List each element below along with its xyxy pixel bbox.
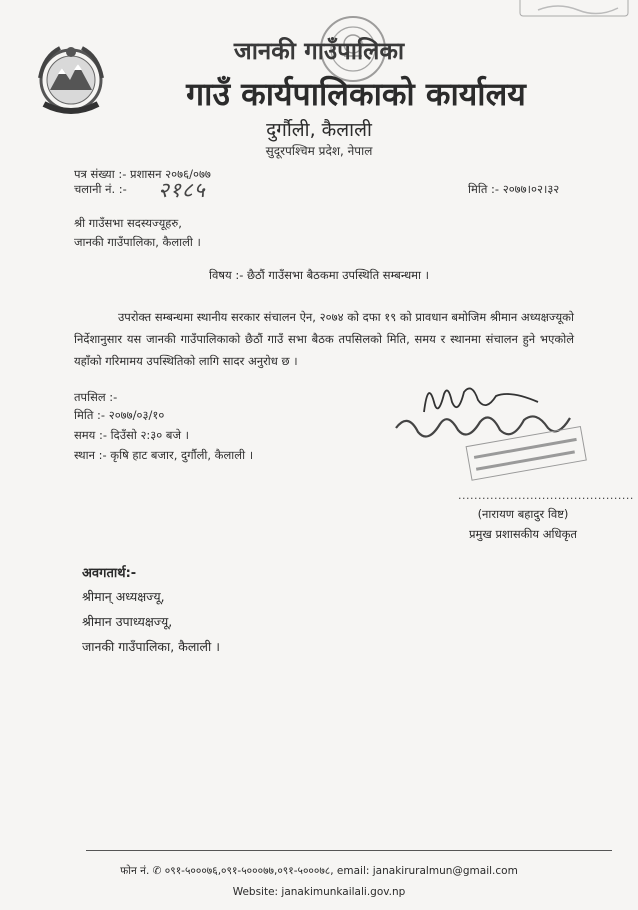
signature-line: ............................................ [458, 489, 634, 502]
details-heading: तपसिल :- [74, 390, 118, 404]
registration-stamp-icon [518, 0, 630, 20]
meeting-venue: स्थान :- कृषि हाट बजार, दुर्गौली, कैलाली । [74, 448, 254, 462]
footer-divider [86, 850, 612, 851]
signature-stamp-icon [388, 372, 588, 482]
addressee-line-1: श्री गाउँसभा सदस्यज्यूहरु, [74, 216, 182, 230]
signatory-title: प्रमुख प्रशासकीय अधिकृत [469, 527, 577, 541]
meeting-time: समय :- दिउँसो २:३० बजे । [74, 428, 190, 442]
cc-item: श्रीमान् अध्यक्षज्यू, [82, 589, 165, 604]
office-name: गाउँ कार्यपालिकाको कार्यालय [186, 75, 526, 113]
meeting-date: मिति :- २०७७/०३/१० [74, 408, 165, 422]
dispatch-number-label: चलानी नं. :- [74, 182, 127, 196]
office-location: दुर्गौली, कैलाली [266, 119, 372, 141]
municipality-name: जानकी गाउँपालिका [233, 37, 405, 65]
addressee-line-2: जानकी गाउँपालिका, कैलाली । [74, 235, 201, 249]
footer-website: Website: janakimunkailali.gov.np [232, 886, 406, 898]
cc-item: जानकी गाउँपालिका, कैलाली । [82, 639, 220, 654]
cc-item: श्रीमान उपाध्यक्षज्यू, [82, 614, 173, 629]
letter-body: उपरोक्त सम्बन्धमा स्थानीय सरकार संचालन ऐन, २०७४ को दफा १९ को प्रावधान बमोजिम श्रीमान अध्यक्षज्यूको निर्देशानुसार यस जानकी गाउँपालिकाको छैठौं गाउँ सभा बैठक तपसिलको मिति, समय र स्थानमा संचालन हुने भएकोले यहाँको गरिमामय उपस्थितिको लागि सादर अनुरोध छ । [74, 310, 574, 368]
letter-number: पत्र संख्या :- प्रशासन २०७६/०७७ [74, 167, 211, 181]
province-name: सुदूरपश्चिम प्रदेश, नेपाल [265, 144, 373, 158]
letter-subject: विषय :- छैठौं गाउँसभा बैठकमा उपस्थिति सम्बन्धमा । [208, 268, 430, 282]
footer-contact: फोन नं. ✆ ०९१-५०००७६,०९१-५०००७७,०९१-५०००७८, email: janakiruralmun@gmail.com [120, 865, 518, 877]
letter-date: मिति :- २०७७।०२।३२ [468, 182, 560, 196]
signatory-name: (नारायण बहादुर विष्ट) [477, 507, 569, 521]
cc-heading: अवगतार्थ:- [82, 566, 137, 581]
dispatch-number-value: २१८५ [158, 178, 206, 202]
